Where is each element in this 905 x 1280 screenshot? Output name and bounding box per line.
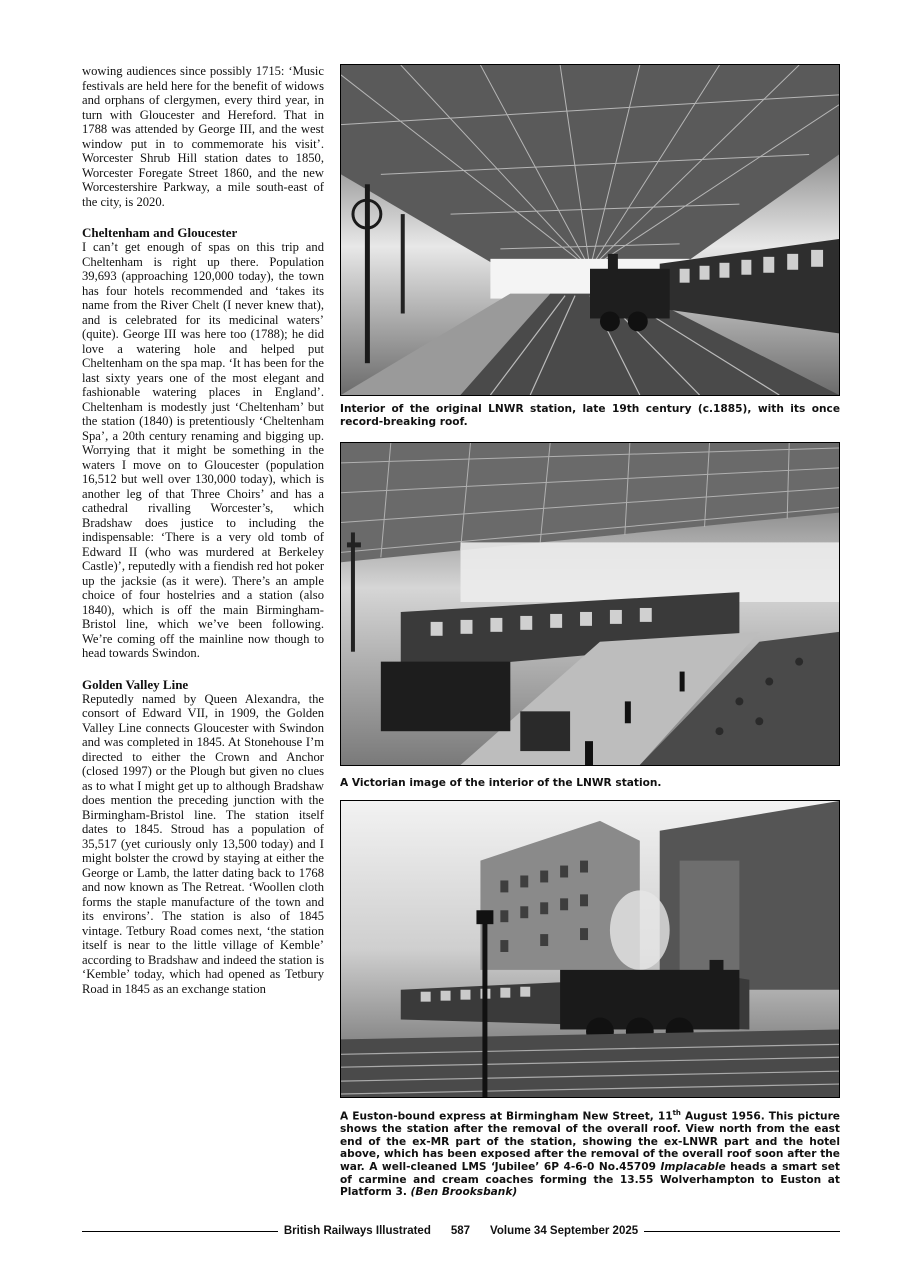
footer-issue: Volume 34 September 2025 — [490, 1225, 639, 1237]
caption-3-text-a: A Euston-bound express at Birmingham New Street, 11 — [340, 1110, 673, 1123]
photo-victorian-interior — [340, 442, 840, 766]
caption-photo-3 — [340, 1107, 840, 1199]
caption-3-text-c: heads a smart set of carmine and cream coaches forming the 13.55 Wolverhampton to Euston at Platform 3. — [340, 1160, 840, 1199]
footer-rule-right — [644, 1231, 840, 1232]
page-footer — [82, 1222, 840, 1240]
photo-victorian-interior-image — [341, 443, 839, 765]
caption-photo-1: Interior of the original LNWR station, late 19th century (c.1885), with its once record-breaking roof. — [340, 403, 840, 428]
footer-publication: British Railways Illustrated — [283, 1225, 431, 1237]
caption-3-loco-name: Implacable — [660, 1160, 726, 1173]
photo-lnwr-roof-image — [341, 65, 839, 395]
intro-paragraph: wowing audiences since possibly 1715: ‘Music festivals are held here for the benefit of widows and orphans of clergymen, every third year, in turn with Gloucester and Hereford. That in 1788 was attended by George III, and the west window put in to commemorate his visit’. Worcester Shrub Hill station dates to 1850, Worcester Foregate Street 1860, and the new Worcestershire Parkway, a mile south-east of the city, is 2020. — [82, 64, 324, 209]
footer-page-number: 587 — [450, 1225, 471, 1237]
footer-rule-left — [82, 1231, 278, 1232]
golden-valley-paragraph: Reputedly named by Queen Alexandra, the consort of Edward VII, in 1909, the Golden Valley Line connects Gloucester with Swindon and was completed in 1845. At Stonehouse I’m directed to either the Crown and Anchor (closed 1997) or the Plough but given no clues as to what I might get up to although Bradshaw does mention the preceding junction with the Birmingham-Bristol line. The station itself dates to 1845. Stroud has a population of 35,517 (yet curiously only 13,500 today) and I might bolster the crowd by staying at either the George or Lamb, the latter dating back to 1768 and now known as The Retreat. ‘Woollen cloth forms the staple manufacture of the town and its environs’. The station is also of 1845 vintage. Tetbury Road comes next, ‘the station itself is near to the little village of Kemble’ according to Bradshaw and indeed the station is ‘Kemble’ today, which had opened as Tetbury Road in 1845 as an exchange station — [82, 691, 324, 996]
photo-lnwr-roof — [340, 64, 840, 396]
caption-photo-2: A Victorian image of the interior of the LNWR station. — [340, 777, 662, 789]
cheltenham-paragraph: I can’t get enough of spas on this trip and Cheltenham is right up there. Population 39,693 (approaching 120,000 today), the town has four hotels recommended and ‘takes its name from the River Chelt (I never knew that), and is celebrated for its medicinal waters’ (quite). George III was here too (1788); he did love a watering hole and helped put Cheltenham on the spa map. ‘It has been for the last sixty years one of the most elegant and fashionable watering places in England’. Cheltenham is modestly just ‘Cheltenham’ but the station (1840) is pretentiously ‘Cheltenham Spa’, a 20th century renaming and bigging up. Worrying that it might be something in the waters I move on to Gloucester (population 16,512 but well over 130,000 today), which is another leg of that Three Choirs’ and has a cathedral rivalling Worcester’s, which Bradshaw does justice to including the indispensable: ‘There is a very old tomb of Edward II (who was murdered at Berkeley Castle)’, reputedly with a fiendish red hot poker up the jacksie (as it were). There’s an ample choice of four hostelries and a station (also 1840), which is off the main Birmingham-Bristol line, which we’ve been following. We’re coming off the mainline now though to head towards Swindon. — [82, 240, 325, 660]
caption-3-superscript: th — [672, 1109, 681, 1117]
section-heading-cheltenham: Cheltenham and Gloucester — [82, 225, 238, 240]
caption-3-text-b: August 1956. This picture shows the station after the removal of the overall roof. View north from the east end of the ex-MR part of the station, showing the ex-LNWR part and the hotel above, which has been exposed after the removal of the overall roof soon after the war. A well-cleaned LMS ‘Jubilee’ 6P 4-6-0 No.45709 — [340, 1110, 840, 1173]
photo-euston-express — [340, 800, 840, 1098]
article-column — [82, 64, 324, 996]
caption-3-credit: (Ben Brooksbank) — [410, 1186, 518, 1199]
section-heading-golden-valley: Golden Valley Line — [82, 676, 189, 692]
photo-euston-express-image — [341, 801, 839, 1097]
